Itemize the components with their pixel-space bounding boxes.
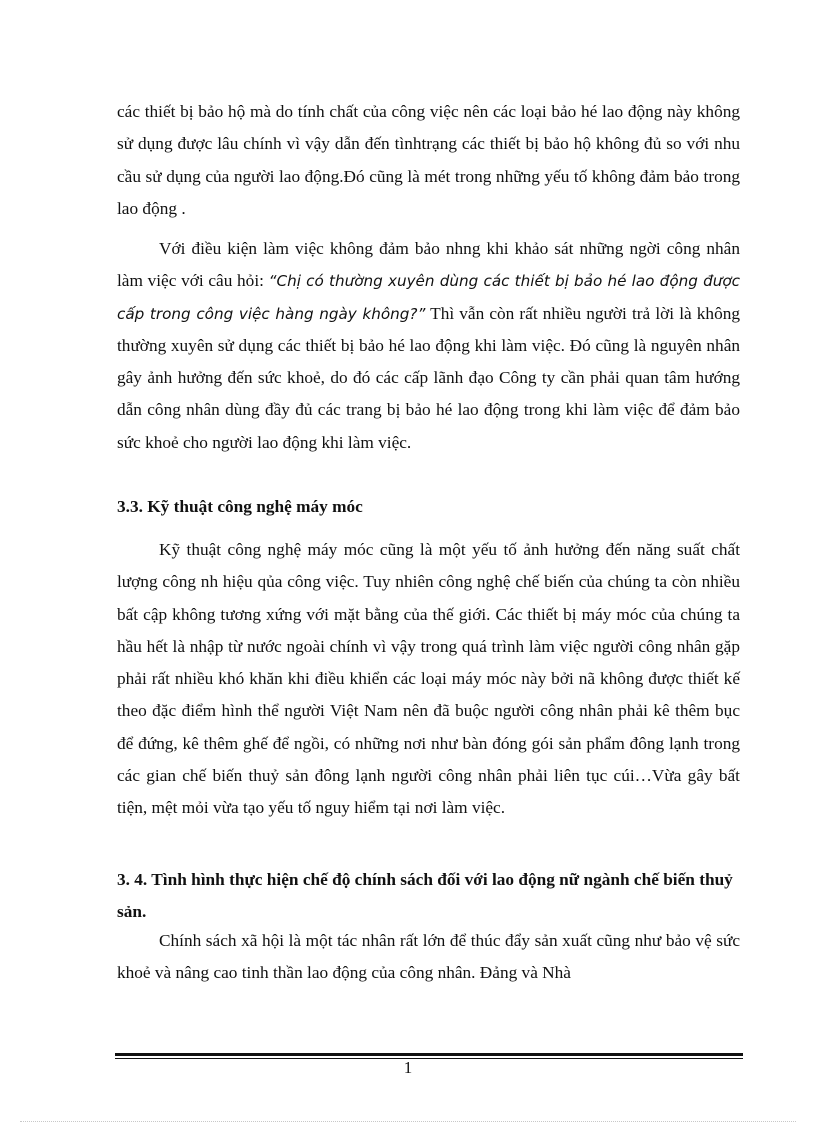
paragraph-1: các thiết bị bảo hộ mà do tính chất của công việc nên các loại bảo hé lao động này không sử dụng được lâu chính vì vậy dẫn đến tìnhtrạng các thiết bị bảo hộ không đủ so với nhu cầu sử dụng của người lao động.Đó cũng là mét trong những yếu tố không đảm bảo trong lao động . <box>117 102 740 218</box>
survey-question-quote: “Chị có thường xuyên dùng các thiết bị bảo hé lao động được cấp trong công việc hàng ngày không?” <box>117 272 740 323</box>
section-heading-3-3: 3.3. Kỹ thuật công nghệ máy móc <box>117 497 363 516</box>
page-number: 1 <box>403 1058 413 1077</box>
footer-rule-thick <box>115 1053 743 1056</box>
paragraph-4: Chính sách xã hội là một tác nhân rất lớn để thúc đẩy sản xuất cũng như bảo vệ sức khoẻ và nâng cao tinh thần lao động của công nhân. Đảng và Nhà <box>117 931 740 983</box>
paragraph-2-end: Thì vẫn còn rất nhiều người trả lời là không thường xuyên sử dụng các thiết bị bảo hé lao động khi làm việc. Đó cũng là nguyên nhân gây ảnh hưởng đến sức khoẻ, do đó các cấp lãnh đạo Công ty cần phải quan tâm hướng dẫn công nhân dùng đầy đủ các trang bị bảo hé lao động trong khi làm việc để đảm bảo sức khoẻ cho người lao động khi làm việc. <box>117 303 740 452</box>
page-edge-divider <box>20 1121 796 1122</box>
section-heading-3-4: 3. 4. Tình hình thực hiện chế độ chính sách đối với lao động nữ ngành chế biến thuỷ sản. <box>117 870 733 922</box>
paragraph-3: Kỹ thuật công nghệ máy móc cũng là một yếu tố ảnh hưởng đến năng suất chất lượng công nh hiệu qủa công việc. Tuy nhiên công nghệ chế biến của chúng ta còn nhiều bất cập không tương xứng với mặt bằng của thế giới. Các thiết bị máy móc của chúng ta hầu hết là nhập từ nước ngoài chính vì vậy trong quá trình làm việc người công nhân gặp phải rất nhiều khó khăn khi điều khiển các loại máy móc này bởi nã không được thiết kế theo đặc điểm hình thể người Việt Nam nên đã buộc người công nhân phải kê thêm bục để đứng, kê thêm ghế để ngồi, có những nơi như bàn đóng gói sản phẩm đông lạnh trong các gian chế biến thuỷ sản đông lạnh người công nhân phải liên tục cúi…Vừa gây bất tiện, mệt mỏi vừa tạo yếu tố nguy hiểm tại nơi làm việc. <box>117 540 740 818</box>
paragraph-2-start: Với điều kiện làm việc không đảm bảo nhng khi khảo sát những ngời công nhân làm việc với câu hỏi: <box>117 239 740 291</box>
paragraph-2 <box>117 233 740 459</box>
